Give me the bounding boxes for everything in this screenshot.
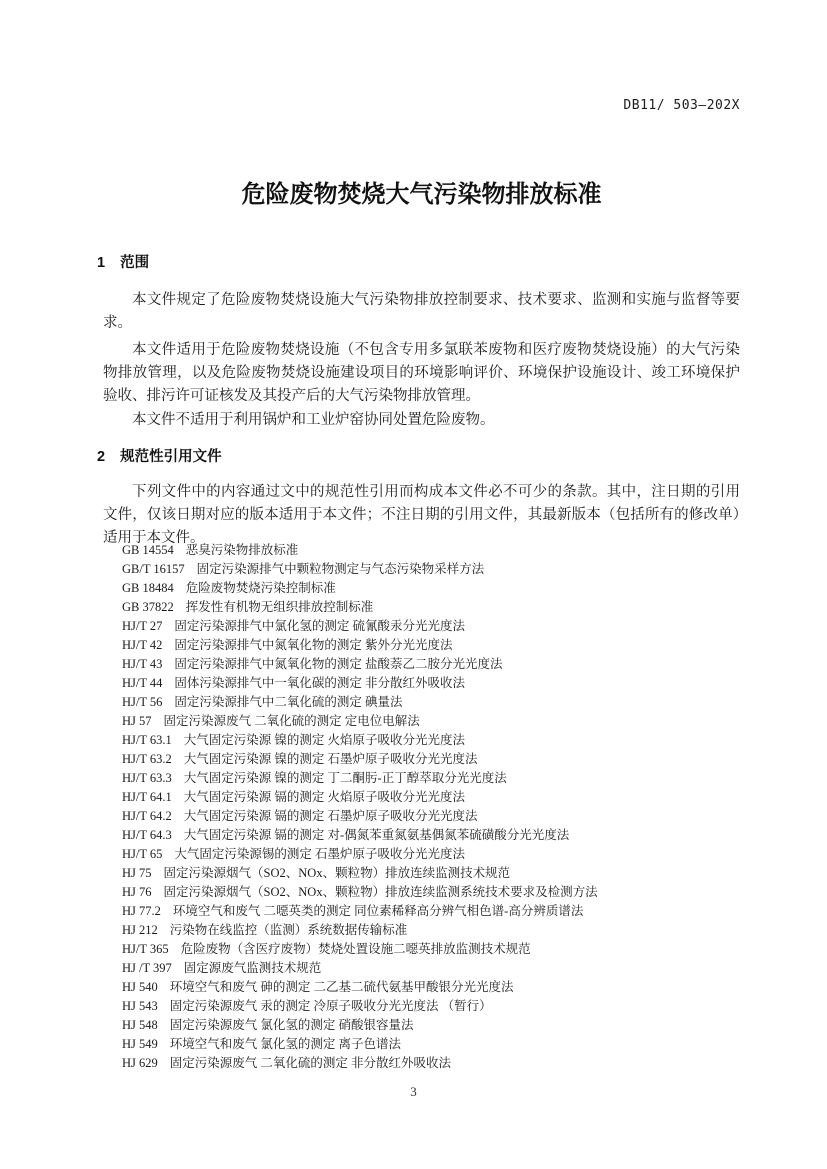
reference-title: 固体污染源排气中一氧化碳的测定 非分散红外吸收法 <box>174 676 466 690</box>
reference-title: 大气固定污染源 镉的测定 对-偶氮苯重氮氨基偶氮苯硫磺酸分光光度法 <box>183 828 570 842</box>
section-1-title: 范围 <box>120 255 150 271</box>
reference-code: HJ 543 <box>122 999 158 1013</box>
reference-item <box>122 940 742 959</box>
reference-title: 危险废物（含医疗废物）焚烧处置设施二噁英排放监测技术规范 <box>180 942 531 956</box>
reference-item <box>122 921 742 940</box>
reference-title: 固定污染源烟气（SO2、NOx、颗粒物）排放连续监测技术规范 <box>163 866 511 880</box>
reference-item <box>122 769 742 788</box>
section-2-number: 2 <box>97 449 106 465</box>
reference-title: 污染物在线监控（监测）系统数据传输标准 <box>169 923 408 937</box>
scope-paragraph-3: 本文件不适用于利用锅炉和工业炉窑协同处置危险废物。 <box>132 412 495 428</box>
reference-title: 固定污染源烟气（SO2、NOx、颗粒物）排放连续监测系统技术要求及检测方法 <box>163 885 598 899</box>
reference-title: 固定污染源排气中颗粒物测定与气态污染物采样方法 <box>196 562 485 576</box>
reference-item <box>122 845 742 864</box>
reference-item <box>122 1016 742 1035</box>
reference-code: HJ /T 397 <box>122 961 172 975</box>
reference-code: GB 14554 <box>122 543 174 557</box>
reference-item <box>122 864 742 883</box>
reference-code: HJ/T 63.2 <box>122 752 172 766</box>
reference-item <box>122 1035 742 1054</box>
reference-title: 固定污染源排气中二氧化硫的测定 碘量法 <box>174 695 403 709</box>
reference-code: HJ 75 <box>122 866 152 880</box>
reference-title: 大气固定污染源 镉的测定 火焰原子吸收分光光度法 <box>183 790 466 804</box>
page-number: 3 <box>410 1084 417 1099</box>
reference-code: HJ/T 44 <box>122 676 163 690</box>
reference-title: 大气固定污染源锡的测定 石墨炉原子吸收分光光度法 <box>174 847 466 861</box>
section-2-heading <box>97 448 222 466</box>
reference-code: HJ/T 64.1 <box>122 790 172 804</box>
reference-code: HJ/T 63.1 <box>122 733 172 747</box>
reference-title: 固定污染源废气 二氧化硫的测定 定电位电解法 <box>163 714 420 728</box>
reference-item <box>122 902 742 921</box>
reference-title: 危险废物焚烧污染控制标准 <box>185 581 336 595</box>
document-title: 危险废物焚烧大气污染物排放标准 <box>241 181 602 208</box>
reference-title: 固定源废气监测技术规范 <box>183 961 322 975</box>
reference-item <box>122 693 742 712</box>
reference-title: 固定污染源排气中氮氧化物的测定 盐酸萘乙二胺分光光度法 <box>174 657 503 671</box>
reference-code: HJ 540 <box>122 980 158 994</box>
doc-number: DB11/ 503—202X <box>623 98 740 113</box>
reference-title: 大气固定污染源 镍的测定 丁二酮肟-正丁醇萃取分光光度法 <box>183 771 507 785</box>
reference-item <box>122 579 742 598</box>
reference-code: HJ/T 65 <box>122 847 163 861</box>
reference-item <box>122 617 742 636</box>
reference-item <box>122 560 742 579</box>
reference-title: 固定污染源废气 汞的测定 冷原子吸收分光光度法 （暂行） <box>169 999 492 1013</box>
reference-code: GB 18484 <box>122 581 174 595</box>
reference-code: HJ/T 64.3 <box>122 828 172 842</box>
reference-title: 固定污染源废气 氯化氢的测定 硝酸银容量法 <box>169 1018 414 1032</box>
reference-code: HJ/T 56 <box>122 695 163 709</box>
reference-code: HJ 76 <box>122 885 152 899</box>
reference-code: HJ/T 27 <box>122 619 163 633</box>
scope-paragraph-2: 本文件适用于危险废物焚烧设施（不包含专用多氯联苯废物和医疗废物焚烧设施）的大气污染物排放管理，以及危险废物焚烧设施建设项目的环境影响评价、环境保护设施设计、竣工环境保护验收、排污许可证核发及其投产后的大气污染物排放管理。 <box>103 342 740 404</box>
reference-code: HJ 629 <box>122 1056 158 1070</box>
reference-title: 大气固定污染源 镍的测定 石墨炉原子吸收分光光度法 <box>183 752 478 766</box>
reference-item <box>122 750 742 769</box>
reference-code: GB/T 16157 <box>122 562 185 576</box>
reference-code: HJ/T 43 <box>122 657 163 671</box>
reference-item <box>122 731 742 750</box>
reference-code: HJ/T 42 <box>122 638 163 652</box>
reference-item <box>122 978 742 997</box>
reference-code: HJ/T 365 <box>122 942 169 956</box>
reference-title: 大气固定污染源 镉的测定 石墨炉原子吸收分光光度法 <box>183 809 478 823</box>
reference-item <box>122 883 742 902</box>
reference-code: GB 37822 <box>122 600 174 614</box>
references-list <box>122 541 742 1073</box>
reference-code: HJ 57 <box>122 714 152 728</box>
reference-code: HJ/T 64.2 <box>122 809 172 823</box>
reference-item <box>122 826 742 845</box>
reference-code: HJ/T 63.3 <box>122 771 172 785</box>
reference-title: 大气固定污染源 镍的测定 火焰原子吸收分光光度法 <box>183 733 466 747</box>
reference-code: HJ 549 <box>122 1037 158 1051</box>
reference-title: 环境空气和废气 砷的测定 二乙基二硫代氨基甲酸银分光光度法 <box>169 980 514 994</box>
reference-title: 固定污染源排气中氯化氢的测定 硫氰酸汞分光光度法 <box>174 619 466 633</box>
reference-item <box>122 655 742 674</box>
reference-item <box>122 598 742 617</box>
reference-title: 环境空气和废气 二噁英类的测定 同位素稀释高分辨气相色谱-高分辨质谱法 <box>172 904 584 918</box>
reference-item <box>122 541 742 560</box>
reference-item <box>122 788 742 807</box>
reference-title: 固定污染源废气 二氧化硫的测定 非分散红外吸收法 <box>169 1056 452 1070</box>
reference-title: 恶臭污染物排放标准 <box>185 543 299 557</box>
reference-item <box>122 1054 742 1073</box>
reference-code: HJ 548 <box>122 1018 158 1032</box>
reference-item <box>122 997 742 1016</box>
reference-item <box>122 636 742 655</box>
reference-code: HJ 77.2 <box>122 904 161 918</box>
scope-paragraph-1: 本文件规定了危险废物焚烧设施大气污染物排放控制要求、技术要求、监测和实施与监督等要求。 <box>103 292 740 331</box>
reference-item <box>122 959 742 978</box>
reference-item <box>122 674 742 693</box>
reference-title: 挥发性有机物无组织排放控制标准 <box>185 600 374 614</box>
reference-item <box>122 807 742 826</box>
reference-item <box>122 712 742 731</box>
section-1-number: 1 <box>97 255 106 271</box>
section-2-title: 规范性引用文件 <box>120 449 222 465</box>
section-1-heading <box>97 254 149 272</box>
reference-title: 环境空气和废气 氯化氢的测定 离子色谱法 <box>169 1037 402 1051</box>
reference-title: 固定污染源排气中氮氧化物的测定 紫外分光光度法 <box>174 638 453 652</box>
references-intro-paragraph: 下列文件中的内容通过文中的规范性引用而构成本文件必不可少的条款。其中，注日期的引用文件，仅该日期对应的版本适用于本文件；不注日期的引用文件，其最新版本（包括所有的修改单）适用于本文件。 <box>103 484 740 546</box>
reference-code: HJ 212 <box>122 923 158 937</box>
